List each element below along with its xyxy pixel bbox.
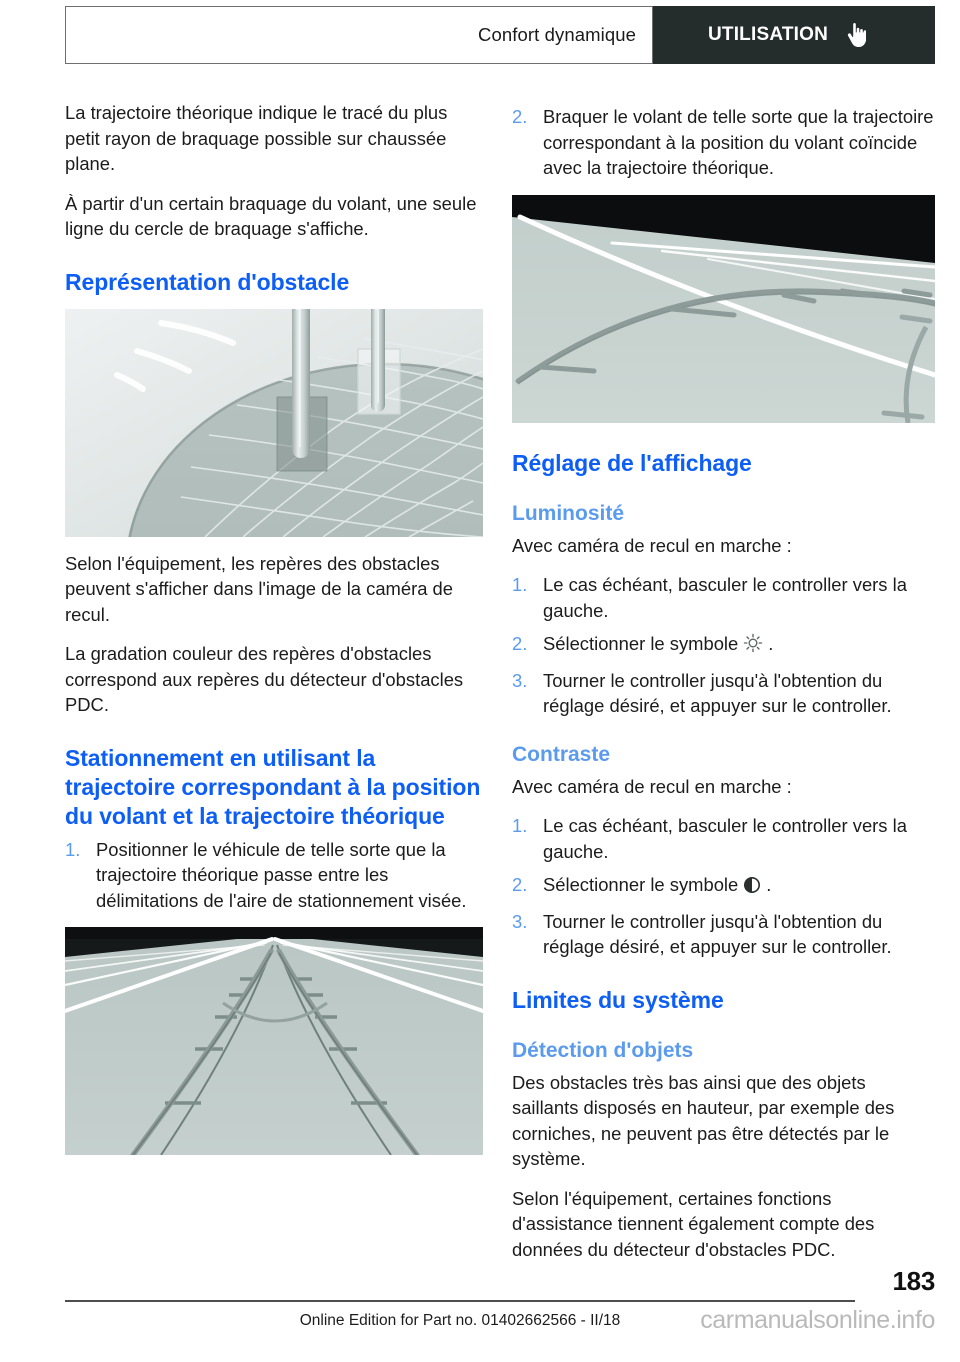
heading-limites-systeme: Limites du système xyxy=(512,986,724,1013)
section-tab-utilisation xyxy=(653,6,935,64)
heading-representation-obstacle: Représentation d'obstacle xyxy=(65,268,350,295)
heading-contraste: Contraste xyxy=(512,742,611,766)
contrast-step2-suffix: . xyxy=(766,874,772,895)
right-column xyxy=(512,100,935,1262)
figure-theoretical-trajectory xyxy=(65,927,483,1155)
obstacle-paragraph-2: La gradation couleur des repères d'obstacles correspond aux repères du détecteur d'obstacles PDC. xyxy=(65,643,464,715)
heading-stationnement: Stationnement en utilisant la trajectoire correspondant à la position du volant et la trajectoire théorique xyxy=(65,744,481,829)
list-item xyxy=(512,872,935,901)
heading-reglage-affichage: Réglage de l'affichage xyxy=(512,449,752,476)
brightness-step2-text: Sélectionner le symbole xyxy=(543,633,739,654)
detection-paragraph-2: Selon l'équipement, certaines fonctions d'assistance tiennent également compte des données du détecteur d'obstacles PDC. xyxy=(512,1187,875,1260)
heading-luminosite: Luminosité xyxy=(512,501,625,525)
parking-steps-list xyxy=(65,837,483,914)
list-item: Le cas échéant, basculer le controller vers la gauche. xyxy=(543,574,907,621)
contrast-half-circle-icon xyxy=(743,875,761,901)
list-item: Braquer le volant de telle sorte que la trajectoire correspondant à la position du volant coïncide avec la trajectoire théorique. xyxy=(543,106,934,178)
parking-steps-continued xyxy=(512,104,935,181)
intro-paragraph-2: À partir d'un certain braquage du volant, une seule ligne du cercle de braquage s'affiche. xyxy=(65,192,477,239)
breadcrumb-label: Confort dynamique xyxy=(477,24,636,45)
contrast-intro: Avec caméra de recul en marche : xyxy=(512,775,792,797)
edition-line: Online Edition for Part no. 01402662566 - II/18 xyxy=(299,1312,621,1329)
brightness-sun-icon xyxy=(743,633,763,660)
figure-steering-trajectory xyxy=(512,195,935,423)
list-item: Tourner le controller jusqu'à l'obtention du réglage désiré, et appuyer sur le controller. xyxy=(543,910,892,957)
list-item: Le cas échéant, basculer le controller vers la gauche. xyxy=(543,815,907,862)
figure-obstacle-markers xyxy=(65,309,483,537)
contrast-steps-list xyxy=(512,813,935,960)
left-column xyxy=(65,100,483,1169)
list-item xyxy=(512,631,935,660)
section-tab-label: UTILISATION xyxy=(707,24,829,45)
obstacle-paragraph-1: Selon l'équipement, les repères des obstacles peuvent s'afficher dans l'image de la caméra de recul. xyxy=(65,552,454,625)
site-watermark: carmanualsonline.info xyxy=(700,1306,935,1334)
heading-detection-objets: Détection d'objets xyxy=(512,1038,694,1062)
brightness-intro: Avec caméra de recul en marche : xyxy=(512,534,792,556)
contrast-step2-text: Sélectionner le symbole xyxy=(543,874,739,895)
brightness-step2-suffix: . xyxy=(768,633,774,654)
list-item: Tourner le controller jusqu'à l'obtention du réglage désiré, et appuyer sur le controller. xyxy=(543,669,892,716)
intro-paragraph-1: La trajectoire théorique indique le tracé du plus petit rayon de braquage possible sur chaussée plane. xyxy=(65,102,448,174)
brightness-steps-list xyxy=(512,572,935,719)
list-item: Positionner le véhicule de telle sorte que la trajectoire théorique passe entre les délimitations de l'aire de stationnement visée. xyxy=(96,838,467,911)
page-number: 183 xyxy=(892,1266,935,1296)
breadcrumb xyxy=(65,6,653,64)
footer-divider xyxy=(65,1300,855,1302)
page-header xyxy=(65,6,935,64)
pointing-hand-icon xyxy=(846,23,866,47)
detection-paragraph-1: Des obstacles très bas ainsi que des objets saillants disposés en hauteur, par exemple des corniches, ne peuvent pas être détectés par le système. xyxy=(512,1071,895,1169)
